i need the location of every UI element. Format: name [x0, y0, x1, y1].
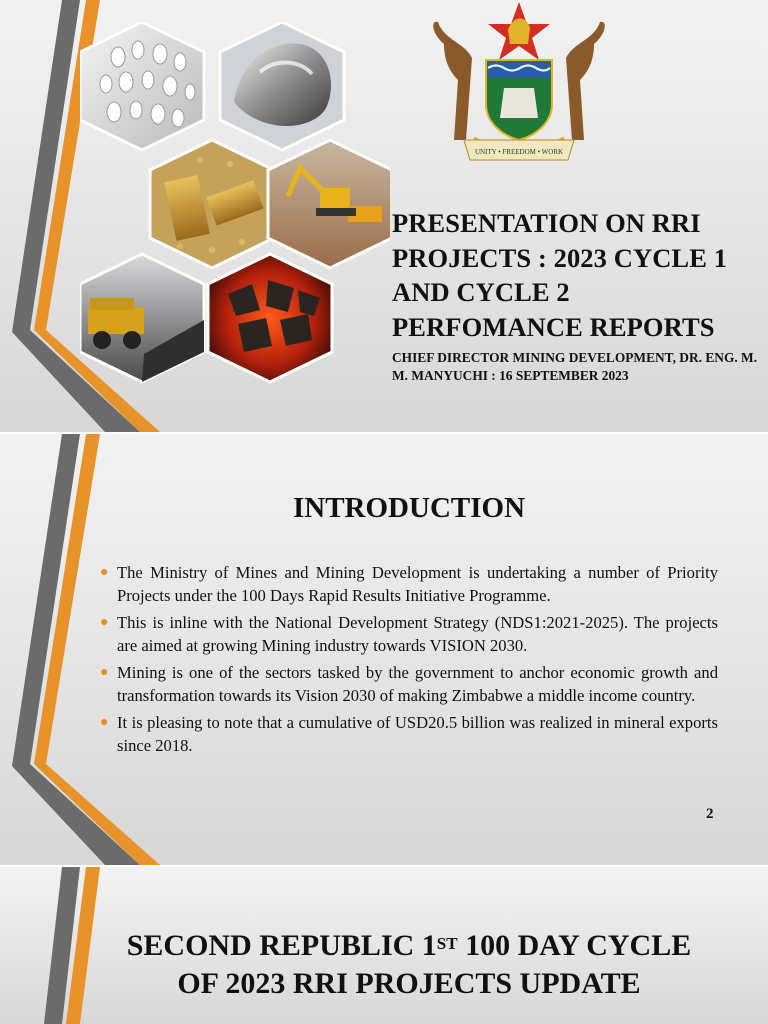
bullet-item: ● It is pleasing to note that a cumulative of USD20.5 billion was realized in mineral exports since 2018.	[100, 713, 718, 755]
title-slide	[0, 0, 768, 432]
slide-title: INTRODUCTION	[292, 492, 526, 524]
excavator-image	[268, 140, 390, 268]
presentation-title: PRESENTATION ON RRI PROJECTS : 2023 CYCLE 1 AND CYCLE 2 PERFOMANCE REPORTS	[392, 208, 728, 342]
zimbabwe-coat-of-arms-logo	[424, 0, 614, 168]
bullet-item: ● Mining is one of the sectors tasked by the government to anchor economic growth and transformation towards its Vision 2030 of making Zimbabwe a middle income country.	[100, 663, 718, 705]
bullet-icon: ●	[100, 715, 109, 730]
platinum-nugget-image	[220, 22, 344, 150]
bullet-icon: ●	[100, 615, 109, 630]
section-title-slide	[0, 867, 768, 1024]
bullet-icon: ●	[100, 665, 109, 680]
page-number: 2	[706, 806, 714, 822]
section-title: SECOND REPUBLIC 1ST 100 DAY CYCLE OF 2023 RRI PROJECTS UPDATE	[126, 929, 692, 1000]
bullet-icon: ●	[100, 565, 109, 580]
mining-truck-image	[80, 254, 204, 382]
diamonds-image	[80, 22, 204, 150]
bullet-item: ● The Ministry of Mines and Mining Development is undertaking a number of Priority Projects under the 100 Days Rapid Results Initiative Programme.	[100, 563, 718, 605]
gold-bars-image	[150, 140, 274, 268]
svg-text:UNITY • FREEDOM • WORK: UNITY • FREEDOM • WORK	[474, 148, 564, 156]
coal-image	[208, 254, 332, 382]
bullet-item: ● This is inline with the National Development Strategy (NDS1:2021-2025). The projects are aimed at growing Mining industry towards VISION 2030.	[100, 613, 718, 655]
minerals-hexagon-collage	[80, 22, 390, 392]
presenter-subtitle: CHIEF DIRECTOR MINING DEVELOPMENT, DR. ENG. M. M. MANYUCHI : 16 SEPTEMBER 2023	[392, 350, 758, 383]
bullet-list	[100, 562, 718, 762]
introduction-slide	[0, 434, 768, 865]
